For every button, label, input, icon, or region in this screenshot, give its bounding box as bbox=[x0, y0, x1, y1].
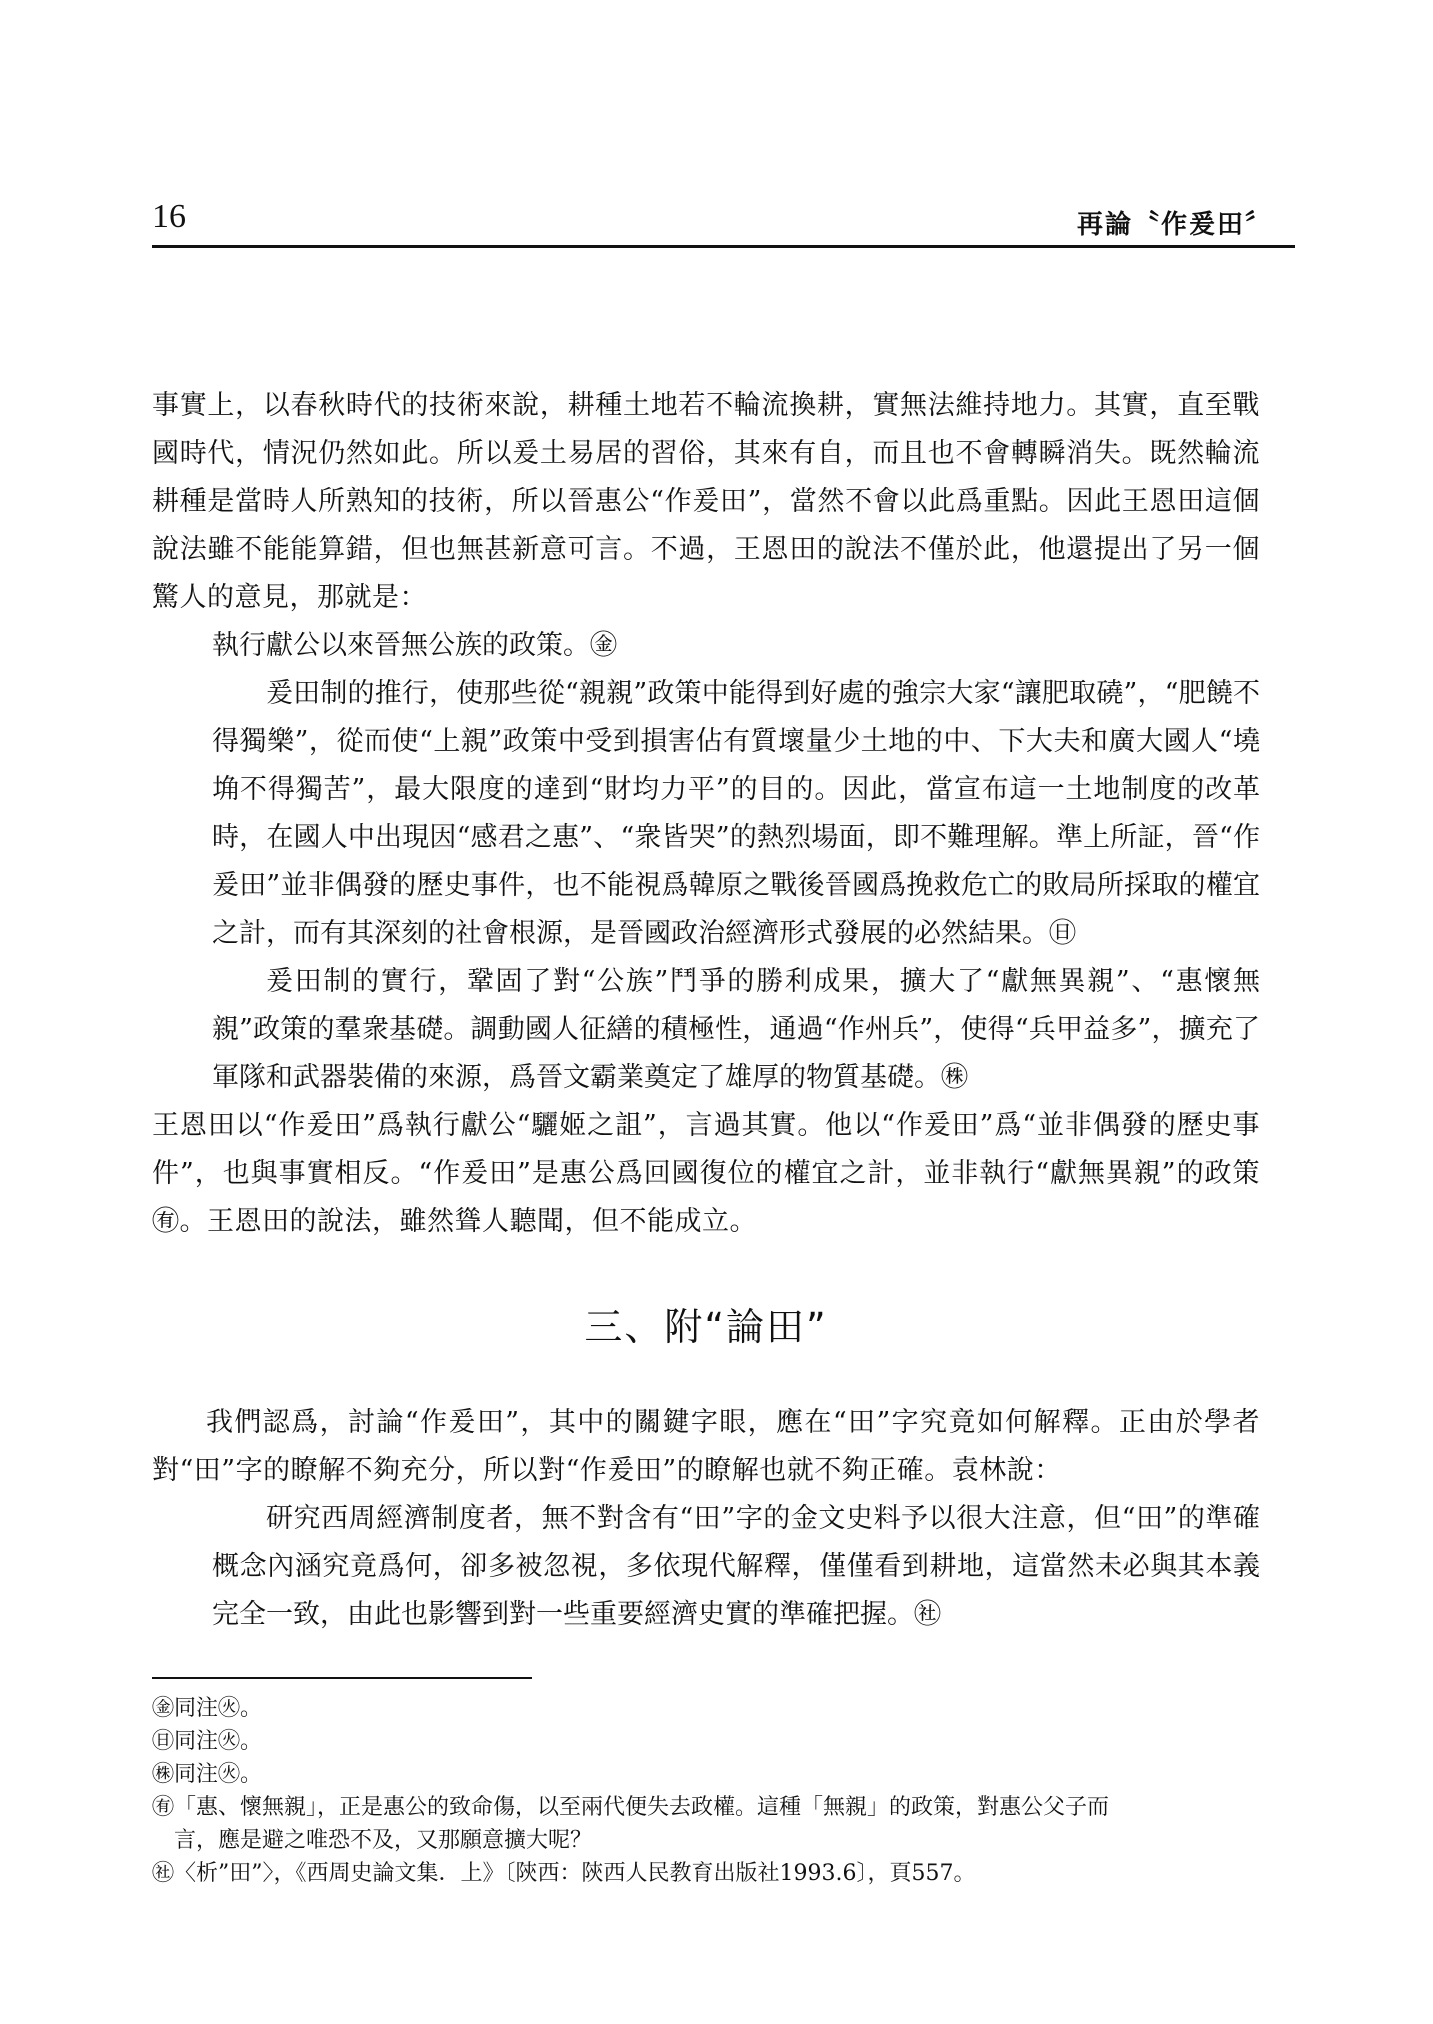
footnote-90: ㊓〈析”田”〉，《西周史論文集．上》〔陝西：陝西人民教育出版社1993.6〕，頁557。 bbox=[152, 1861, 976, 1886]
section-heading: 三、附“論田” bbox=[584, 1305, 828, 1349]
body-text bbox=[152, 382, 1260, 1639]
block-quote-2: 爰田制的推行，使那些從“親親”政策中能得到好處的強宗大家“讓肥取磽”，“肥饒不得獨樂”，從而使“上親”政策中受到損害佔有質壞量少土地的中、下大夫和廣大國人“墝埆不得獨苦”，最大限度的達到“財均力平”的目的。因此，當宣布這一土地制度的改革時，在國人中出現因“感君之惠”、“衆皆哭”的熱烈場面，即不難理解。準上所証，晉“作爰田”並非偶發的歷史事件，也不能視爲韓原之戰後晉國爲挽救危亡的敗局所採取的權宜之計，而有其深刻的社會根源，是晉國政治經濟形式發展的必然結果。㊐ bbox=[212, 678, 1260, 949]
footnote-89-continued: 言，應是避之唯恐不及，又那願意擴大呢？ bbox=[174, 1828, 593, 1853]
paragraph-1: 事實上，以春秋時代的技術來說，耕種土地若不輪流換耕，實無法維持地力。其實，直至戰國時代，情況仍然如此。所以爰土易居的習俗，其來有自，而且也不會轉瞬消失。既然輪流耕種是當時人所熟知的技術，所以晉惠公“作爰田”，當然不會以此爲重點。因此王恩田這個說法雖不能能算錯，但也無甚新意可言。不過，王恩田的說法不僅於此，他還提出了另一個驚人的意見，那就是： bbox=[152, 390, 1260, 613]
header-rule bbox=[152, 245, 1295, 248]
footnote-89: ㊒「惠、懷無親」，正是惠公的致命傷，以至兩代便失去政權。這種「無親」的政策，對惠公父子而 bbox=[152, 1795, 1110, 1820]
footnote-88: ㊑同注㊋。 bbox=[152, 1762, 263, 1787]
footnote-rule bbox=[152, 1677, 532, 1679]
block-quote-3: 爰田制的實行，鞏固了對“公族”鬥爭的勝利成果，擴大了“獻無異親”、“惠懷無親”政策的羣衆基礎。調動國人征繕的積極性，通過“作州兵”，使得“兵甲益多”，擴充了軍隊和武器裝備的來源，爲晉文霸業奠定了雄厚的物質基礎。㊑ bbox=[212, 966, 1260, 1093]
page-number: 16 bbox=[152, 198, 186, 235]
footnote-87: ㊐同注㊋。 bbox=[152, 1729, 263, 1754]
footnote-86: ㊎同注㊋。 bbox=[152, 1696, 263, 1721]
footnotes bbox=[152, 1692, 1262, 1890]
block-quote-1: 執行獻公以來晉無公族的政策。㊎ bbox=[212, 630, 617, 661]
running-header-title: 再論〝作爰田〞 bbox=[1076, 210, 1273, 240]
paragraph-2: 王恩田以“作爰田”爲執行獻公“驪姬之詛”，言過其實。他以“作爰田”爲“並非偶發的歷史事件”，也與事實相反。“作爰田”是惠公爲回國復位的權宜之計，並非執行“獻無異親”的政策㊒。王恩田的說法，雖然聳人聽聞，但不能成立。 bbox=[152, 1110, 1260, 1237]
block-quote-4: 研究西周經濟制度者，無不對含有“田”字的金文史料予以很大注意，但“田”的準確概念內涵究竟爲何，卻多被忽視，多依現代解釋，僅僅看到耕地，這當然未必與其本義完全一致，由此也影響到對一些重要經濟史實的準確把握。㊓ bbox=[212, 1503, 1260, 1630]
paragraph-3: 我們認爲，討論“作爰田”，其中的關鍵字眼，應在“田”字究竟如何解釋。正由於學者對“田”字的瞭解不夠充分，所以對“作爰田”的瞭解也就不夠正確。袁林說： bbox=[152, 1407, 1260, 1486]
